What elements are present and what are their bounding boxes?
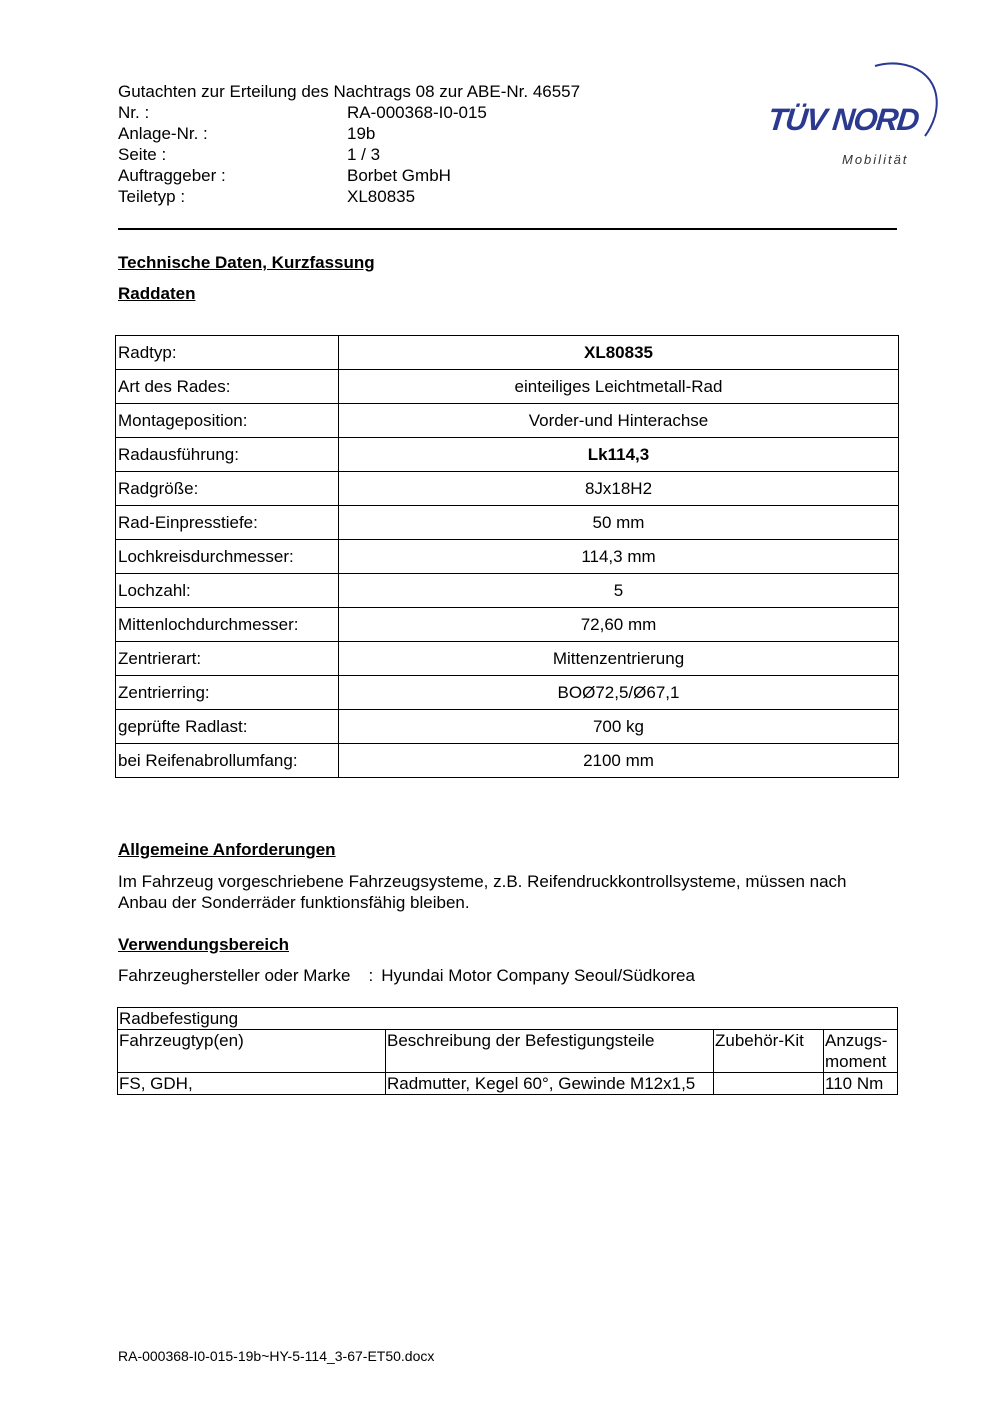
header-value: Borbet GmbH [347,166,451,185]
logo-wordmark: TÜV NORD [766,102,920,137]
wheel-data-value: Mittenzentrierung [339,642,899,676]
header-value: RA-000368-I0-015 [347,103,487,122]
wheel-data-value: 8Jx18H2 [339,472,899,506]
wheel-data-row [116,370,899,404]
wheel-data-value: 114,3 mm [339,540,899,574]
fixing-row [118,1073,898,1095]
wheel-data-label: Rad-Einpresstiefe: [116,506,339,540]
wheel-data-label: Lochzahl: [116,574,339,608]
fixing-cell: FS, GDH, [118,1073,386,1095]
wheel-data-value: Vorder-und Hinterachse [339,404,899,438]
usage-line [118,966,695,986]
usage-title: Verwendungsbereich [118,935,289,954]
wheel-data-label: Radgröße: [116,472,339,506]
requirements-title: Allgemeine Anforderungen [118,840,336,859]
footer-filename: RA-000368-I0-015-19b~HY-5-114_3-67-ET50.docx [118,1348,435,1364]
wheel-data-label: Art des Rades: [116,370,339,404]
wheel-data-label: Mittenlochdurchmesser: [116,608,339,642]
wheel-data-value: BOØ72,5/Ø67,1 [339,676,899,710]
wheel-data-value: 2100 mm [339,744,899,778]
usage-separator: : [368,966,374,985]
header-label: Anlage-Nr. : [118,124,208,143]
usage-value: Hyundai Motor Company Seoul/Südkorea [381,966,695,985]
tuev-nord-logo [760,56,945,176]
fixing-header-cell: Zubehör-Kit [714,1030,824,1073]
wheel-data-value: einteiliges Leichtmetall-Rad [339,370,899,404]
wheel-data-label: Radtyp: [116,336,339,370]
header-value: XL80835 [347,187,416,206]
document-header [118,81,638,207]
wheel-data-row [116,404,899,438]
fixing-cell [714,1073,824,1095]
wheel-data-row [116,608,899,642]
header-label: Teiletyp : [118,187,186,206]
wheel-data-value: 50 mm [339,506,899,540]
wheel-data-label: Zentrierring: [116,676,339,710]
header-divider [118,228,897,230]
section-subtitle: Raddaten [118,284,196,303]
usage-label: Fahrzeughersteller oder Marke [118,966,351,985]
header-row-auftraggeber [118,165,638,186]
wheel-data-value: XL80835 [339,336,899,370]
wheel-data-value: 72,60 mm [339,608,899,642]
header-value: 1 / 3 [347,145,381,164]
fixing-header-cell: Anzugs-moment [824,1030,898,1073]
wheel-data-row [116,642,899,676]
wheel-data-row [116,540,899,574]
wheel-data-value: 5 [339,574,899,608]
logo-subtitle: Mobilität [842,152,909,167]
wheel-data-row [116,676,899,710]
wheel-data-table [115,335,899,778]
section-title: Technische Daten, Kurzfassung [118,253,375,272]
wheel-data-label: Zentrierart: [116,642,339,676]
fixing-cell: Radmutter, Kegel 60°, Gewinde M12x1,5 [386,1073,714,1095]
wheel-data-row [116,336,899,370]
wheel-data-row [116,506,899,540]
fixing-caption: Radbefestigung [118,1008,898,1030]
wheel-data-row [116,438,899,472]
wheel-data-value: 700 kg [339,710,899,744]
wheel-data-row [116,744,899,778]
fixing-header-cell: Beschreibung der Befestigungsteile [386,1030,714,1073]
header-row-nr [118,102,638,123]
wheel-data-label: Lochkreisdurchmesser: [116,540,339,574]
header-row-teiletyp [118,186,638,207]
header-label: Seite : [118,145,167,164]
wheel-data-row [116,574,899,608]
header-title: Gutachten zur Erteilung des Nachtrags 08 zur ABE-Nr. 46557 [118,82,581,101]
wheel-data-label: geprüfte Radlast: [116,710,339,744]
wheel-data-value: Lk114,3 [339,438,899,472]
fixing-header-row [118,1030,898,1073]
fixing-header-cell: Fahrzeugtyp(en) [118,1030,386,1073]
wheel-fixing-table [117,1007,898,1095]
wheel-data-row [116,472,899,506]
fixing-cell: 110 Nm [824,1073,898,1095]
wheel-data-row [116,710,899,744]
header-row-seite [118,144,638,165]
header-label: Nr. : [118,103,150,122]
header-value: 19b [347,124,376,143]
wheel-data-body [116,336,899,778]
requirements-text: Im Fahrzeug vorgeschriebene Fahrzeugsysteme, z.B. Reifendruckkontrollsysteme, müssen nach Anbau der Sonderräder funktionsfähig bleiben. [118,872,847,912]
wheel-data-label: Montageposition: [116,404,339,438]
header-label: Auftraggeber : [118,166,226,185]
fixing-caption-row [118,1008,898,1030]
wheel-data-label: Radausführung: [116,438,339,472]
wheel-data-label: bei Reifenabrollumfang: [116,744,339,778]
header-row-anlage [118,123,638,144]
